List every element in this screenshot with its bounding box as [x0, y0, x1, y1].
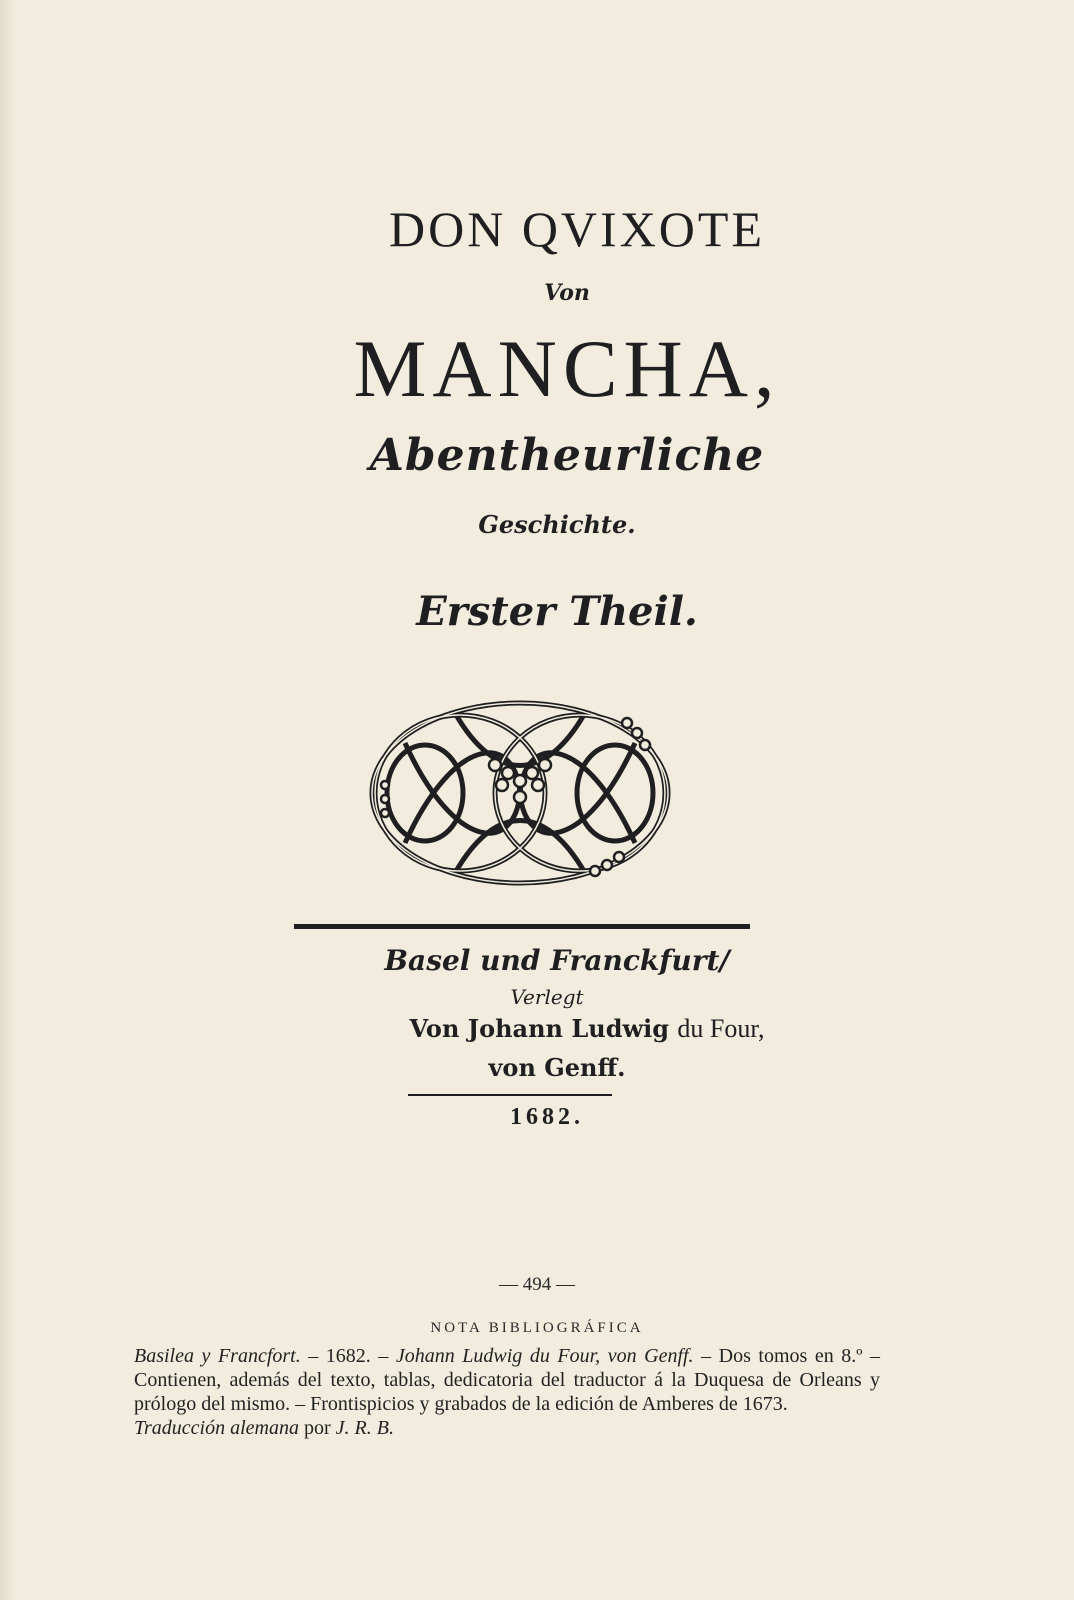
note-description: – Dos tomos en 8.º – Contienen, además del texto, tablas, dedicatoria del traductor á la Duquesa de Orleans y prólogo del mismo. – Frontispicios y grabados de la edición de Amberes de 1673.	[134, 1345, 880, 1415]
imprint-place: Basel und Franckfurt/	[384, 944, 730, 977]
imprint-publisher	[0, 1014, 1074, 1044]
title-line-erster-theil: Erster Theil.	[416, 588, 698, 635]
note-heading: NOTA BIBLIOGRÁFICA	[430, 1320, 644, 1336]
imprint-publisher-surname: du Four,	[677, 1014, 765, 1043]
note-paragraph	[134, 1344, 880, 1416]
note-publisher: Johann Ludwig du Four, von Genff.	[395, 1345, 694, 1367]
imprint-publisher-name: Von Johann Ludwig	[409, 1014, 670, 1043]
page-number: — 494 —	[499, 1274, 575, 1295]
note-translator: J. R. B.	[335, 1417, 394, 1439]
note-translation-label: Traducción alemana	[134, 1417, 299, 1439]
imprint-rule-thick	[294, 924, 750, 929]
note-translation-por: por	[299, 1417, 336, 1439]
title-line-abentheurliche: Abentheurliche	[369, 430, 765, 481]
title-line-mancha: MANCHA,	[353, 323, 781, 414]
title-line-von: Von	[544, 280, 590, 306]
imprint-city: von Genff.	[488, 1053, 626, 1082]
knotwork-ornament-icon	[365, 693, 675, 893]
imprint-year: 1682.	[510, 1104, 584, 1130]
imprint-rule-thin	[408, 1094, 612, 1096]
imprint-verlegt: Verlegt	[510, 985, 584, 1009]
note-year: – 1682. –	[300, 1345, 396, 1367]
title-line-don-quixote: DON QVIXOTE	[389, 201, 765, 257]
bibliographic-note	[134, 1344, 880, 1440]
note-place: Basilea y Francfort.	[134, 1345, 301, 1367]
title-line-geschichte: Geschichte.	[478, 510, 636, 539]
note-translation	[134, 1416, 880, 1440]
